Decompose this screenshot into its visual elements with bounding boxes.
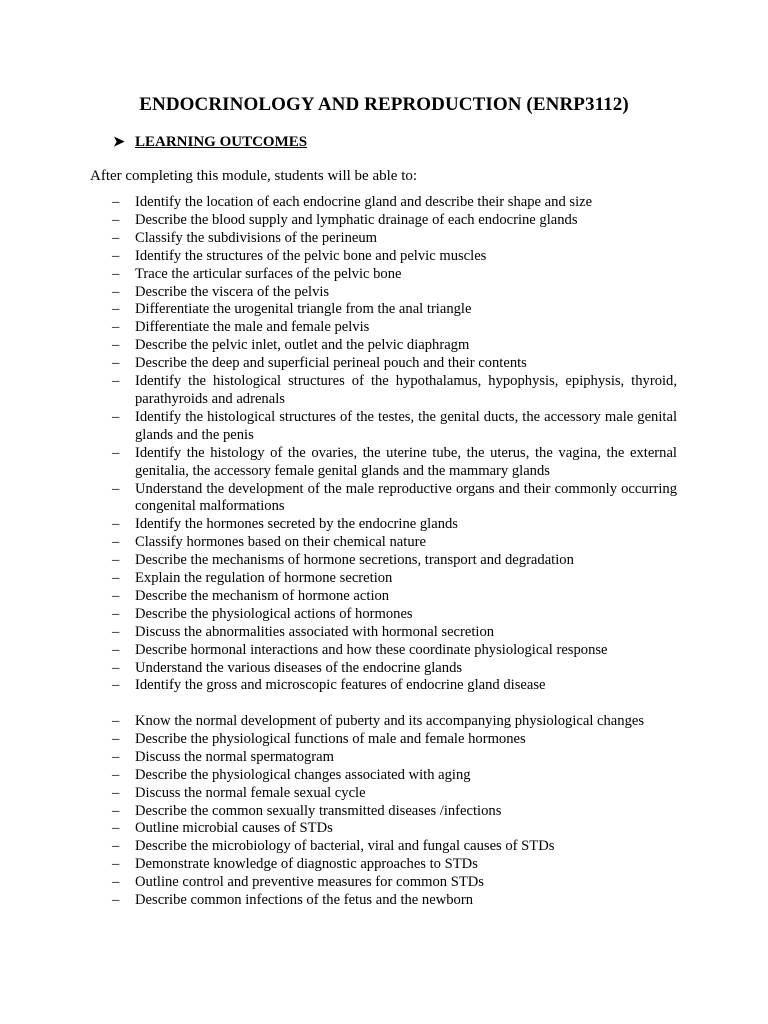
dash-bullet-icon: – <box>112 802 120 819</box>
dash-bullet-icon: – <box>112 748 120 765</box>
list-item-text: Describe the blood supply and lymphatic drainage of each endocrine glands <box>135 211 578 228</box>
dash-bullet-icon: – <box>112 355 120 372</box>
list-item <box>112 284 677 302</box>
dash-bullet-icon: – <box>112 534 120 551</box>
list-item <box>112 481 677 517</box>
section-heading <box>113 132 307 152</box>
list-item-text: Describe the common sexually transmitted diseases /infections <box>135 802 502 819</box>
list-item <box>112 785 677 803</box>
list-item <box>112 677 677 695</box>
list-item-text: Outline microbial causes of STDs <box>135 820 333 837</box>
list-item-text: Classify the subdivisions of the perineum <box>135 229 377 246</box>
dash-bullet-icon: – <box>112 766 120 783</box>
dash-bullet-icon: – <box>112 552 120 569</box>
list-item-text: Differentiate the urogenital triangle from the anal triangle <box>135 301 472 318</box>
list-item <box>112 534 677 552</box>
list-item <box>112 337 677 355</box>
dash-bullet-icon: – <box>112 856 120 873</box>
list-item-text: Understand the various diseases of the endocrine glands <box>135 659 463 676</box>
list-item-text: Know the normal development of puberty and its accompanying physiological changes <box>135 713 645 729</box>
list-item-text: Describe common infections of the fetus and the newborn <box>135 892 473 909</box>
dash-bullet-icon: – <box>112 229 120 246</box>
list-item-text: Identify the structures of the pelvic bone and pelvic muscles <box>135 247 487 264</box>
dash-bullet-icon: – <box>112 301 120 318</box>
list-item-text: Discuss the normal spermatogram <box>135 748 334 765</box>
list-item <box>112 803 677 821</box>
list-item <box>112 212 677 230</box>
arrow-bullet-icon: ➤ <box>113 134 125 150</box>
list-item-text: Describe hormonal interactions and how these coordinate physiological response <box>135 641 608 658</box>
list-item-text: Describe the viscera of the pelvis <box>135 283 330 300</box>
list-item <box>112 874 677 892</box>
dash-bullet-icon: – <box>112 623 120 640</box>
list-item-text: Describe the mechanisms of hormone secretions, transport and degradation <box>135 552 574 569</box>
list-item-text: Discuss the abnormalities associated with hormonal secretion <box>135 623 495 640</box>
list-item <box>112 570 677 588</box>
list-item <box>112 838 677 856</box>
list-item-text: Explain the regulation of hormone secretion <box>135 570 393 587</box>
list-item-text: Describe the physiological changes associated with aging <box>135 766 471 783</box>
list-item-text: Describe the mechanism of hormone action <box>135 587 390 604</box>
outcomes-list-part2 <box>112 713 677 910</box>
outcomes-list-part1 <box>112 194 677 695</box>
dash-bullet-icon: – <box>112 337 120 354</box>
list-item <box>112 516 677 534</box>
dash-bullet-icon: – <box>112 659 120 676</box>
dash-bullet-icon: – <box>112 480 120 497</box>
list-item-text: Describe the physiological actions of hormones <box>135 605 413 622</box>
dash-bullet-icon: – <box>112 319 120 336</box>
list-item-text: Understand the development of the male reproductive organs and their commonly occurring congenital malformations <box>135 480 677 515</box>
dash-bullet-icon: – <box>112 373 120 390</box>
list-item-text: Identify the hormones secreted by the endocrine glands <box>135 516 458 533</box>
list-item-text: Identify the histological structures of the hypothalamus, hypophysis, epiphysis, thyroid, parathyroids and adrenals <box>135 373 677 407</box>
list-item <box>112 713 677 731</box>
dash-bullet-icon: – <box>112 587 120 604</box>
dash-bullet-icon: – <box>112 713 120 729</box>
list-item-text: Identify the location of each endocrine gland and describe their shape and size <box>135 194 593 210</box>
list-item <box>112 767 677 785</box>
list-item <box>112 749 677 767</box>
list-item <box>112 319 677 337</box>
list-item-text: Trace the articular surfaces of the pelvic bone <box>135 265 402 282</box>
list-item <box>112 552 677 570</box>
list-item <box>112 606 677 624</box>
list-item <box>112 266 677 284</box>
dash-bullet-icon: – <box>112 641 120 658</box>
list-item-text: Outline control and preventive measures for common STDs <box>135 874 484 891</box>
list-item <box>112 660 677 678</box>
dash-bullet-icon: – <box>112 784 120 801</box>
dash-bullet-icon: – <box>112 194 120 210</box>
list-item <box>112 642 677 660</box>
list-item <box>112 588 677 606</box>
dash-bullet-icon: – <box>112 211 120 228</box>
list-item <box>112 856 677 874</box>
list-item <box>112 731 677 749</box>
list-item-text: Identify the histology of the ovaries, the uterine tube, the uterus, the vagina, the external genitalia, the accessory female genital glands and the mammary glands <box>135 444 677 479</box>
dash-bullet-icon: – <box>112 874 120 891</box>
list-item-text: Identify the gross and microscopic features of endocrine gland disease <box>135 677 546 694</box>
dash-bullet-icon: – <box>112 570 120 587</box>
dash-bullet-icon: – <box>112 730 120 747</box>
dash-bullet-icon: – <box>112 247 120 264</box>
list-item-text: Classify hormones based on their chemical nature <box>135 534 426 551</box>
list-item <box>112 230 677 248</box>
list-item-text: Describe the microbiology of bacterial, viral and fungal causes of STDs <box>135 838 555 855</box>
list-item <box>112 892 677 910</box>
dash-bullet-icon: – <box>112 265 120 282</box>
section-heading-label: LEARNING OUTCOMES <box>135 133 308 150</box>
document-title: ENDOCRINOLOGY AND REPRODUCTION (ENRP3112) <box>139 94 629 115</box>
dash-bullet-icon: – <box>112 283 120 300</box>
list-item <box>112 194 677 212</box>
list-item <box>112 373 677 409</box>
dash-bullet-icon: – <box>112 444 120 461</box>
list-item <box>112 624 677 642</box>
dash-bullet-icon: – <box>112 516 120 533</box>
list-item <box>112 820 677 838</box>
list-item-text: Describe the deep and superficial perineal pouch and their contents <box>135 355 527 372</box>
list-item-text: Describe the pelvic inlet, outlet and the pelvic diaphragm <box>135 337 470 354</box>
list-item-text: Discuss the normal female sexual cycle <box>135 784 366 801</box>
list-item <box>112 445 677 481</box>
list-item-text: Demonstrate knowledge of diagnostic approaches to STDs <box>135 856 478 873</box>
list-item <box>112 248 677 266</box>
intro-text: After completing this module, students will be able to: <box>90 168 418 184</box>
dash-bullet-icon: – <box>112 820 120 837</box>
list-item-text: Differentiate the male and female pelvis <box>135 319 370 336</box>
list-item <box>112 301 677 319</box>
dash-bullet-icon: – <box>112 677 120 694</box>
list-item-text: Identify the histological structures of the testes, the genital ducts, the accessory male genital glands and the penis <box>135 408 677 443</box>
list-item-text: Describe the physiological functions of male and female hormones <box>135 730 526 747</box>
list-item <box>112 355 677 373</box>
dash-bullet-icon: – <box>112 838 120 855</box>
list-item <box>112 409 677 445</box>
dash-bullet-icon: – <box>112 892 120 909</box>
dash-bullet-icon: – <box>112 408 120 425</box>
dash-bullet-icon: – <box>112 605 120 622</box>
